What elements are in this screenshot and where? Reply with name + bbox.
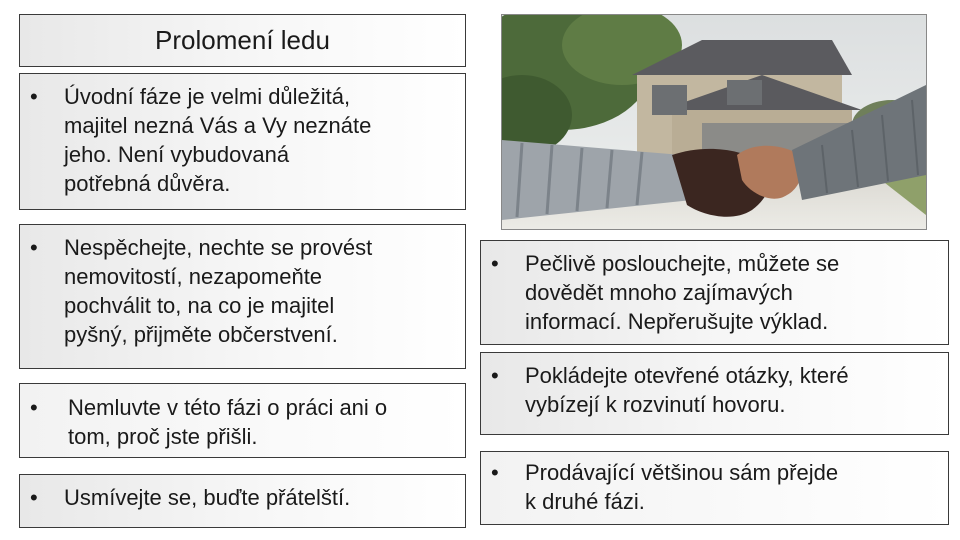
handshake-house-photo: [501, 14, 927, 230]
bullet-text-listen: Pečlivě poslouchejte, můžete se dovědět mnoho zajímavých informací. Nepřerušujte výklad.: [525, 251, 840, 334]
slide-title: Prolomení ledu: [155, 25, 330, 55]
text-box-open-questions: [480, 352, 949, 435]
bullet-marker: •: [491, 363, 499, 388]
bullet-text-smile: Usmívejte se, buďte přátelští.: [64, 485, 351, 510]
bullet-text-no-work-talk: Nemluvte v této fázi o práci ani o tom, proč jste přišli.: [68, 395, 388, 449]
bullet-marker: •: [30, 395, 38, 420]
text-box-intro-phase: [19, 73, 466, 210]
bullet-marker: •: [30, 485, 38, 510]
bullet-text-no-rush: Nespěchejte, nechte se provést nemovitostí, nezapomeňte pochválit to, na co je majitel pyšný, přijměte občerstvení.: [64, 235, 373, 347]
text-box-no-rush: [19, 224, 466, 369]
bullet-text-second-phase: Prodávající většinou sám přejde k druhé fázi.: [525, 460, 839, 514]
text-box-no-work-talk: [19, 383, 466, 458]
bullet-marker: •: [491, 460, 499, 485]
text-box-second-phase: [480, 451, 949, 525]
slide-title-box: [19, 14, 466, 67]
bullet-marker: •: [30, 235, 38, 260]
bullet-text-open-questions: Pokládejte otevřené otázky, které vybízejí k rozvinutí hovoru.: [525, 363, 849, 417]
bullet-marker: •: [491, 251, 499, 276]
bullet-marker: •: [30, 84, 38, 109]
text-box-listen: [480, 240, 949, 345]
bullet-text-intro: Úvodní fáze je velmi důležitá, majitel nezná Vás a Vy neznáte jeho. Není vybudovaná potřebná důvěra.: [64, 84, 372, 196]
text-box-smile: [19, 474, 466, 528]
